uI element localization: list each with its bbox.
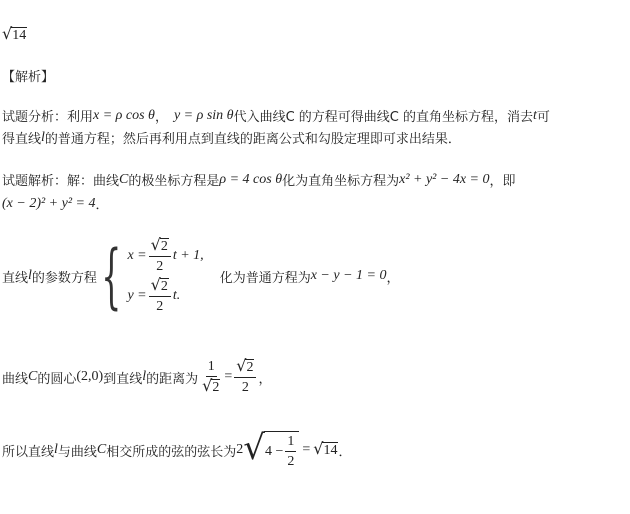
answer-sqrt: √ 14 [2,24,27,43]
param-end: ， [386,270,400,286]
distance-frac1-den: 2 [212,380,220,395]
distance-end: ， [258,371,272,387]
solution-line-2 [2,194,109,213]
solution-line-1 [2,170,516,189]
distance-frac2-den: 2 [241,380,249,395]
chord-var-l: l [54,442,58,457]
chord-result: 14 [323,443,338,458]
chord-big-sqrt: √ 4 − $\frac{1}{2}$ [243,430,299,470]
chord-inner-den: 2 [287,454,295,469]
analysis-prefix: 试题分析：利用 [2,110,94,125]
solution-mid: 的极坐标方程是 [128,174,220,189]
distance-mid2: 到直线 [103,371,143,387]
analysis-var-t: t [532,107,537,123]
chord-inner-num: 1 [285,433,296,452]
solution-end2: ． [95,198,109,213]
chord-end: ． [338,444,352,460]
analysis-line2-a: 得直线 [2,132,42,147]
analysis-sep1: ， [154,110,168,125]
analysis-mid1: 代入曲线C 的方程可得曲线C 的直角坐标方程，消去 [233,110,533,125]
chord-mid2: 相交所成的弦的弦长为 [106,444,237,460]
param-row-1 [127,236,203,276]
solution-curve: C [119,171,129,187]
distance-center: (2,0) [76,369,104,384]
param-row1-frac: √ 2 2 [149,237,171,275]
chord-result-sqrt: √ 14 [313,439,338,458]
distance-frac1: 1 √ 2 [202,359,220,395]
distance-prefix: 曲线 [2,371,29,387]
chord-curve: C [96,442,107,457]
solution-prefix: 试题解析：解：曲线 [2,174,120,189]
solution-polar: ρ = 4 cos θ [219,171,283,187]
chord-coef: 2 [236,442,244,457]
analysis-header: 【解析】 [2,70,55,85]
param-var-l: l [28,268,32,283]
analysis-var-l: l [41,129,45,145]
param-prefix: 直线 [2,270,29,286]
distance-frac2-num: 2 [246,360,254,375]
solution-end: ，即 [489,174,516,189]
solution-circle: (x − 2)² + y² = 4 [2,195,96,211]
chord-inner-a: 4 − [264,443,284,459]
param-row1-lhs: x = [127,248,147,263]
distance-line [2,358,271,396]
param-row1-rhs: t + 1, [172,248,204,263]
param-brace: { [101,235,122,317]
distance-var-l: l [142,369,147,384]
chord-inner-frac [285,433,296,470]
distance-curve: C [28,369,38,384]
answer-line [2,26,27,44]
chord-eq: = [302,442,311,457]
solution-mid2: 化为直角坐标方程为 [282,174,400,189]
param-row2-frac: √ 2 2 [149,277,171,315]
analysis-line2-b: 的普通方程；然后再利用点到直线的距离公式和勾股定理即可求出结果． [44,132,461,147]
answer-value: 14 [12,28,27,43]
chord-mid: 与曲线 [57,444,97,460]
param-row1-num: 2 [160,239,168,254]
param-mid2: 化为普通方程为 [219,270,311,286]
analysis-end1: 可 [536,110,550,125]
analysis-eq2: y = ρ sin θ [173,107,234,123]
param-row2-num: 2 [160,279,168,294]
chord-prefix: 所以直线 [2,444,55,460]
param-row2-rhs: t. [172,288,181,303]
chord-line [2,430,351,470]
param-row1-den: 2 [156,259,164,274]
solution-cartesian: x² + y² − 4x = 0 [399,171,490,187]
param-row2-lhs: y = [127,288,147,303]
param-mid: 的参数方程 [31,270,97,286]
param-line [2,236,400,316]
distance-mid: 的圆心 [37,371,77,387]
distance-frac2: √ 2 2 [234,358,256,396]
param-row-2 [127,276,203,316]
distance-eq: = [224,369,233,384]
analysis-line-2 [2,128,461,147]
distance-frac1-num: 1 [206,358,217,377]
param-system [127,236,203,316]
param-general: x − y − 1 = 0 [310,268,387,283]
analysis-line-1 [2,106,550,125]
analysis-eq1: x = ρ cos θ [93,107,155,123]
distance-mid3: 的距离为 [146,371,199,387]
param-row2-den: 2 [156,299,164,314]
